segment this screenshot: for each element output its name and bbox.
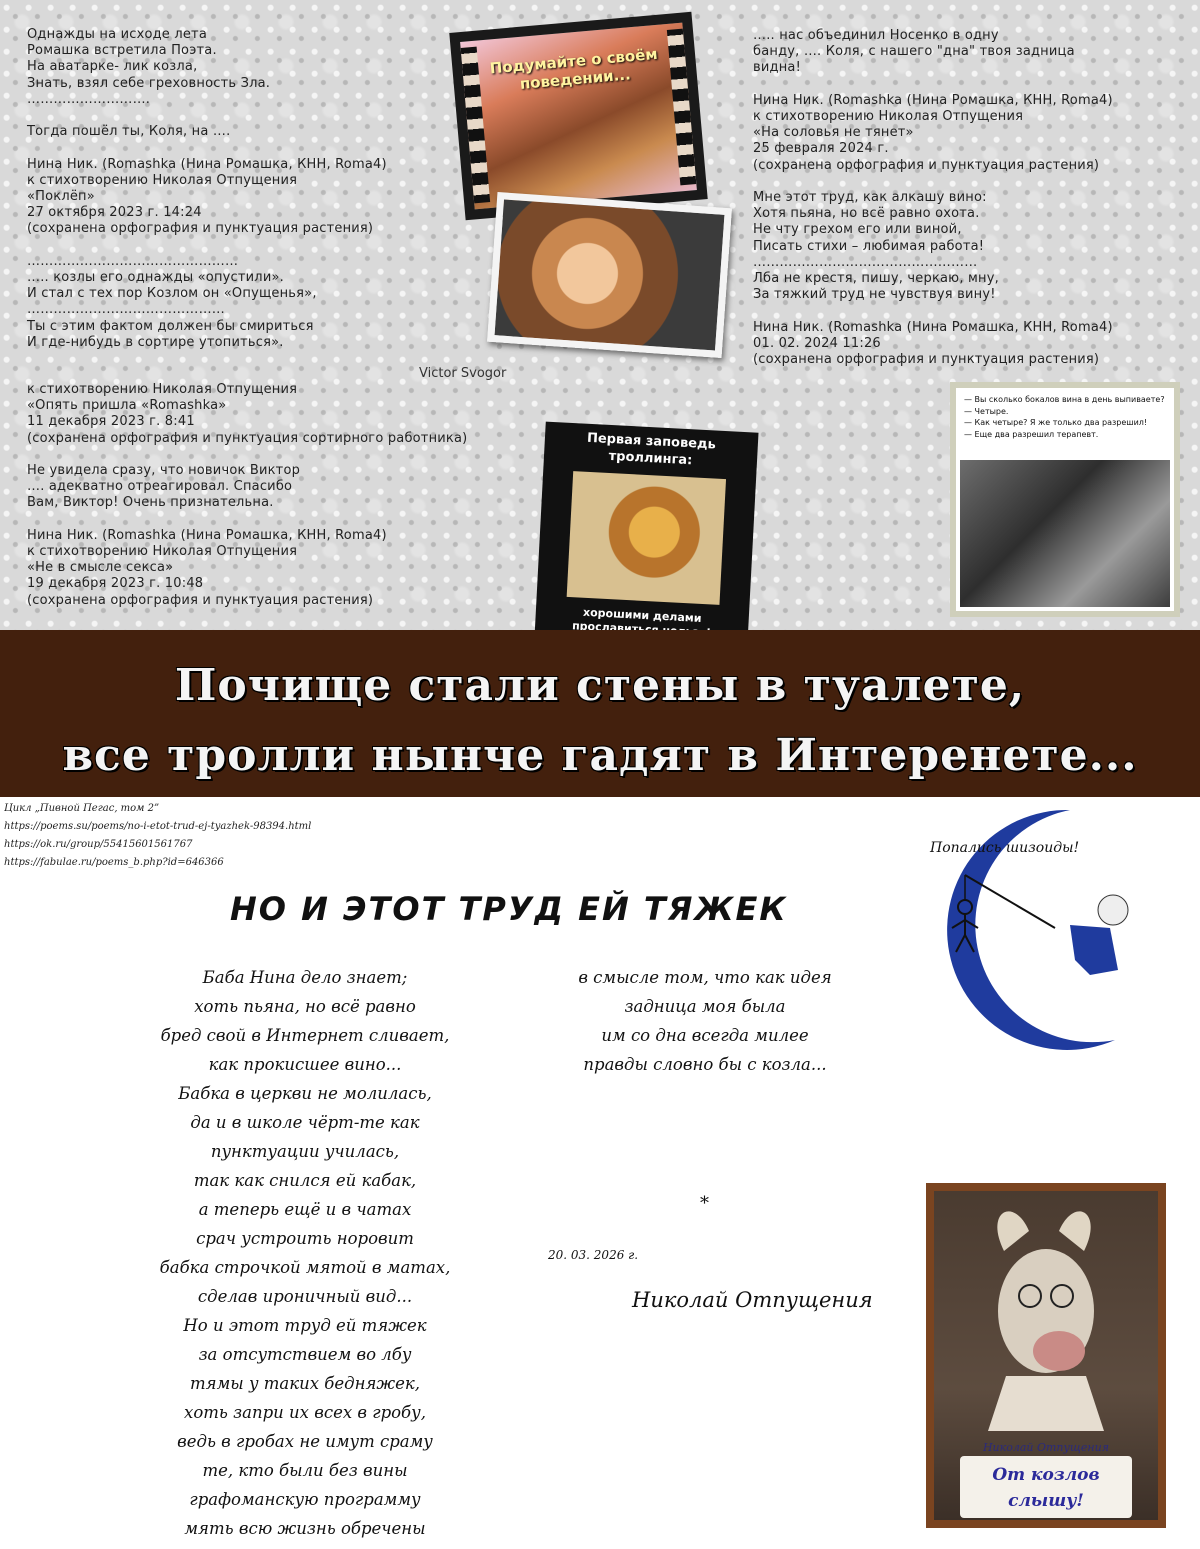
poem-line: Баба Нина дело знает; xyxy=(202,968,408,987)
poem-line: задница моя была xyxy=(624,997,786,1016)
reference-cycle: Цикл „Пивной Пегас, том 2” xyxy=(4,803,160,814)
banner-line-1: Почище стали стены в туалете, xyxy=(174,660,1026,711)
victor-signature: Victor Svogor xyxy=(419,366,507,381)
poem-line: тямы у таких бедняжек, xyxy=(190,1374,420,1393)
troll-card-bottom: хорошими делами прославиться xyxy=(571,605,702,637)
reference-link[interactable]: https://ok.ru/group/55415601561767 xyxy=(4,839,193,850)
poem-line: как прокисшее вино... xyxy=(208,1055,402,1074)
doctor-meme xyxy=(950,382,1180,617)
asterisk-divider: * xyxy=(700,1193,709,1214)
poem-line: за отсутствием во лбу xyxy=(198,1345,412,1364)
troll-card-title: Первая заповедь троллинга: xyxy=(586,430,717,469)
reference-link[interactable]: https://fabulae.ru/poems_b.php?id=646366 xyxy=(4,857,224,868)
right-column-text: ….. нас объединил Носенко в одну банду, …. Коля, с нашего "дна" твоя задница видна! Нина Ник. (Romashka (Нина Ромашка, КНН, Roma4) к стихотворению Николая Отпущения «На соловья не тянет» 25 февраля 2024 г. (сохранена орфография и пунктуация растения) Мне этот труд, как алкашу вино: Хотя пьяна, но всё равно охота. Не чту грехом его или виной, Писать стихи – любимая работа! …………………………………………… Лба не крестя, пишу, черкаю, мну, За тяжкий труд не чувствуя вину! Нина Ник. (Romashka (Нина Ромашка, КНН, Roma4) 01. 02. 2024 11:26 (сохранена орфография и пунктуация растения) xyxy=(753,28,1113,368)
goat-card-text-line: слышу! xyxy=(1008,1491,1084,1511)
film-strip-collage xyxy=(449,12,707,220)
left-column-text-2: к стихотворению Николая Отпущения «Опять пришла «Romashka» 11 декабря 2023 г. 8:41 (сохранена орфография и пунктуация сортирного работника) Не увидела сразу, что новичок Виктор …. адекватно отреагировал. Спасибо Вам, Виктор! Очень признательна. Нина Ник. (Romashka (Нина Ромашка, КНН, Roma4) к стихотворению Николая Отпущения «Не в смысле секса» 19 декабря 2023 г. 10:48 (сохранена орфография и пунктуация растения) xyxy=(27,382,468,608)
meme-dialog: — Вы сколько бокалов вина в день выпиваете? — Четыре. — Как четыре? Я же только два разрешил! — Еще два разрешил терапевт. xyxy=(964,395,1165,439)
references xyxy=(4,800,311,872)
moon-illustration xyxy=(920,800,1135,1055)
poem-line: правды словно бы с козла... xyxy=(583,1055,827,1074)
film-holes-right xyxy=(667,29,697,186)
poem-line: да и в школе чёрт-те как xyxy=(190,1113,420,1132)
poem-line: Но и этот труд ей тяжек xyxy=(183,1316,427,1335)
poem-title: НО И ЭТОТ ТРУД ЕЙ ТЯЖЕК xyxy=(230,890,788,928)
crescent-moon-icon xyxy=(920,800,1135,1055)
poem-line: ведь в гробах не имут сраму xyxy=(177,1432,433,1451)
poem-line: им со дна всегда милее xyxy=(601,1026,809,1045)
goat-card-text-line: От козлов xyxy=(992,1465,1100,1485)
poem-left-column xyxy=(110,963,500,1543)
banner-line-2: все тролли нынче гадят в Интеренете... xyxy=(62,730,1138,781)
troll-illustration xyxy=(567,471,726,605)
poem-line: хоть запри их всех в гробу, xyxy=(184,1403,426,1422)
poem-line: бабка строчкой мятой в матах, xyxy=(159,1258,451,1277)
poem-line: а теперь ещё и в чатах xyxy=(198,1200,412,1219)
poem-line: те, кто были без вины xyxy=(202,1461,408,1480)
poem-line: сделав ироничный вид... xyxy=(197,1287,413,1306)
moon-caption: Попались шизоиды! xyxy=(930,840,1080,856)
poem-line: Бабка в церкви не молилась, xyxy=(178,1084,432,1103)
film-caption: Подумайте о своём поведении... xyxy=(489,44,659,93)
troll-card xyxy=(534,422,758,649)
meme-photo xyxy=(960,460,1170,607)
left-column-text: Однажды на исходе лета Ромашка встретила Поэта. На аватарке- лик козла, Знать, взял себе греховность Зла. ………………………. Тогда пошёл ты, Коля, на …. Нина Ник. (Romashka (Нина Ромашка, КНН, Roma4) к стихотворению Николая Отпущения «Поклёп» 27 октября 2023 г. 14:24 (сохранена орфография и пунктуация растения) ………………………………………… ….. козлы его однажды «опустили». И стал с тех пор Козлом он «Опущенья», ……………………………………… Ты с этим фактом должен бы смириться И где-нибудь в сортире утопиться». xyxy=(27,27,387,350)
goat-card-name: Николай Отпущения xyxy=(982,1441,1110,1454)
poem-line: бред свой в Интернет сливает, xyxy=(160,1026,450,1045)
poem-line: срач устроить норовит xyxy=(196,1229,414,1248)
poem-line: в смысле том, что как идея xyxy=(578,968,832,987)
poem-line: пунктуации училась, xyxy=(210,1142,400,1161)
poem-line: так как снился ей кабак, xyxy=(193,1171,417,1190)
goat-card-sign xyxy=(960,1456,1132,1518)
poem-line: графоманскую программу xyxy=(189,1490,421,1509)
poem-author: Николай Отпущения xyxy=(632,1288,873,1312)
banner xyxy=(0,630,1200,797)
poem-date: 20. 03. 2026 г. xyxy=(548,1248,639,1262)
goat-icon xyxy=(934,1191,1158,1431)
poem-right-column xyxy=(510,963,900,1079)
reference-link[interactable]: https://poems.su/poems/no-i-etot-trud-ej-tyazhek-98394.html xyxy=(4,821,312,832)
cartoon-photo xyxy=(487,192,732,358)
poem-line: мять всю жизнь обречены xyxy=(184,1519,426,1538)
poem-line: хоть пьяна, но всё равно xyxy=(194,997,416,1016)
top-panel xyxy=(0,0,1200,637)
goat-card xyxy=(926,1183,1166,1528)
